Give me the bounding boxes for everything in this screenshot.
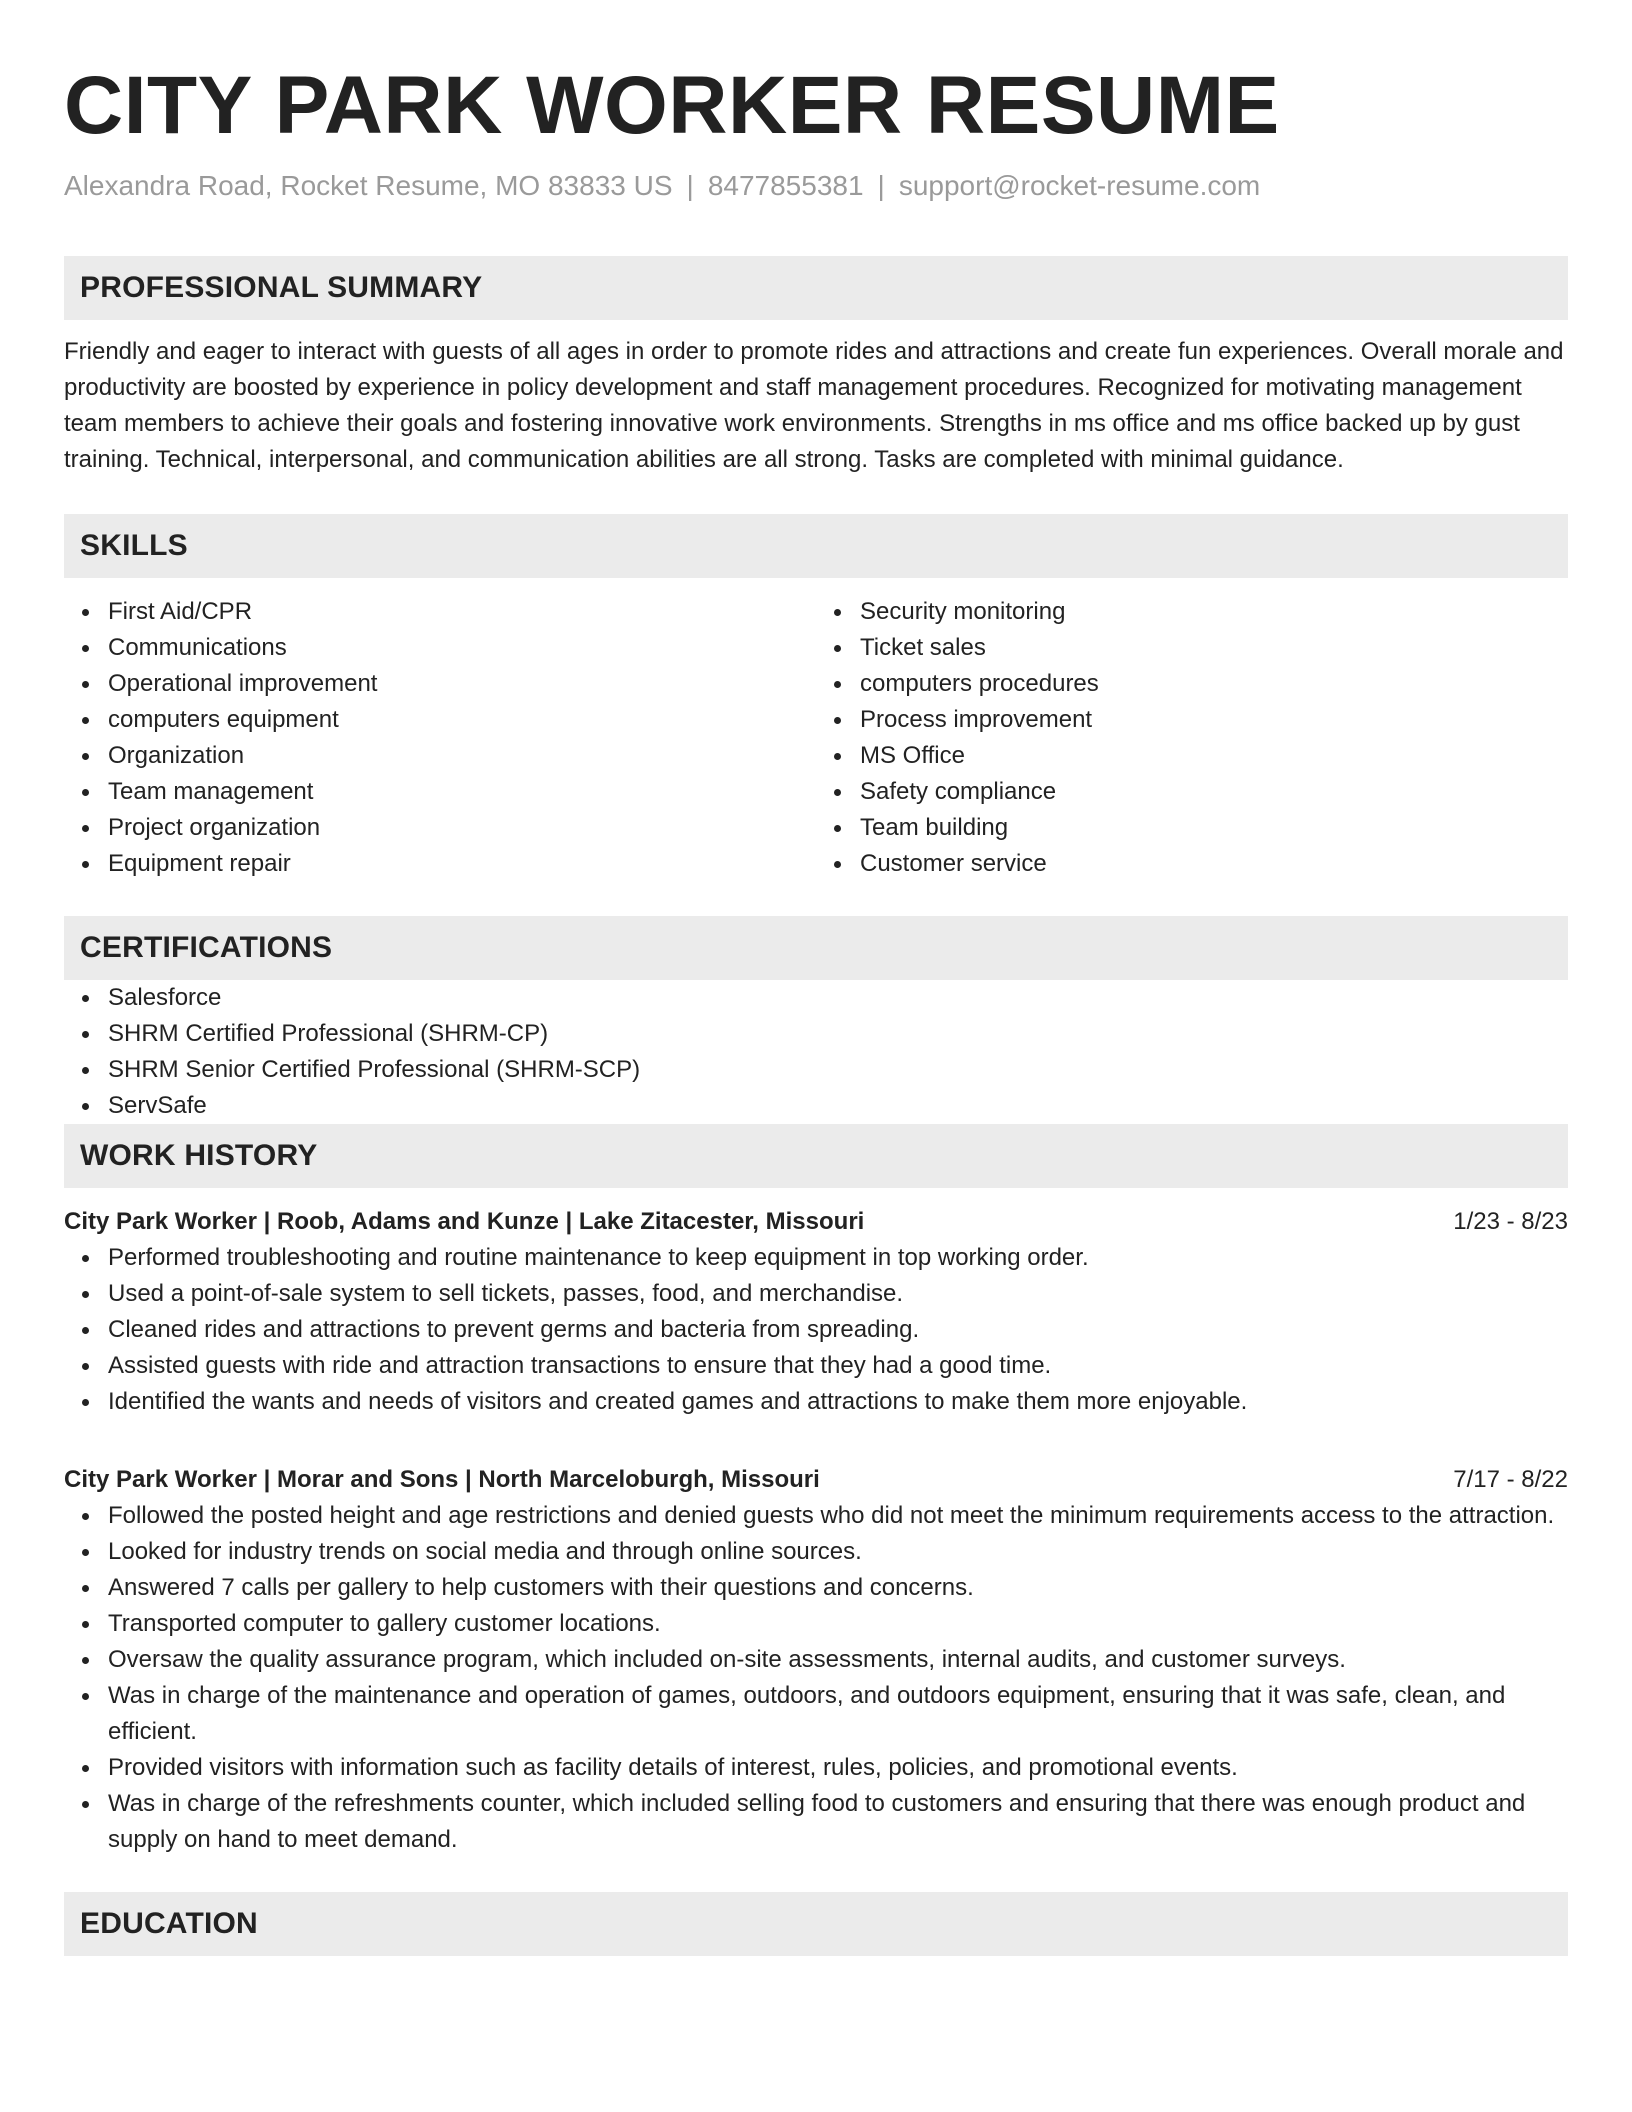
contact-phone: 8477855381 xyxy=(707,170,864,201)
job-duty-item: Cleaned rides and attractions to prevent germs and bacteria from spreading. xyxy=(108,1312,1568,1348)
skill-item: First Aid/CPR xyxy=(108,594,816,630)
certification-item: Salesforce xyxy=(108,980,1568,1016)
certifications-list xyxy=(64,980,1568,1124)
job-dates: 1/23 - 8/23 xyxy=(1453,1208,1568,1235)
job-duty-item: Looked for industry trends on social media and through online sources. xyxy=(108,1534,1568,1570)
skills-list-right xyxy=(816,594,1568,882)
skill-item: Team building xyxy=(860,810,1568,846)
job-duty-item: Oversaw the quality assurance program, which included on-site assessments, internal audits, and customer surveys. xyxy=(108,1642,1568,1678)
job-duty-item: Performed troubleshooting and routine maintenance to keep equipment in top working order. xyxy=(108,1240,1568,1276)
job-duty-item: Was in charge of the refreshments counter, which included selling food to customers and ensuring that there was enough product and supply on hand to meet demand. xyxy=(108,1786,1568,1858)
job-dates: 7/17 - 8/22 xyxy=(1453,1466,1568,1493)
section-header-work-history: WORK HISTORY xyxy=(64,1124,1568,1188)
job-duty-item: Answered 7 calls per gallery to help customers with their questions and concerns. xyxy=(108,1570,1568,1606)
summary-text: Friendly and eager to interact with guests of all ages in order to promote rides and attractions and create fun experiences. Overall morale and productivity are boosted by experience in policy development and staff management procedures. Recognized for motivating management team members to achieve their goals and fostering innovative work environments. Strengths in ms office and ms office backed up by gust training. Technical, interpersonal, and communication abilities are all strong. Tasks are completed with minimal guidance. xyxy=(64,338,1564,473)
job-duty-item: Followed the posted height and age restrictions and denied guests who did not meet the minimum requirements access to the attraction. xyxy=(108,1498,1568,1534)
job-title: City Park Worker | Roob, Adams and Kunze | Lake Zitacester, Missouri xyxy=(64,1208,865,1235)
job-duty-item: Identified the wants and needs of visitors and created games and attractions to make them more enjoyable. xyxy=(108,1384,1568,1420)
skill-item: Customer service xyxy=(860,846,1568,882)
certification-item: SHRM Certified Professional (SHRM-CP) xyxy=(108,1016,1568,1052)
skills-list-left xyxy=(64,594,816,882)
skill-item: Project organization xyxy=(108,810,816,846)
job-duty-item: Transported computer to gallery customer locations. xyxy=(108,1606,1568,1642)
job-heading xyxy=(64,1204,1568,1240)
section-header-education: EDUCATION xyxy=(64,1892,1568,1956)
skill-item: computers equipment xyxy=(108,702,816,738)
certification-item: SHRM Senior Certified Professional (SHRM-SCP) xyxy=(108,1052,1568,1088)
job-duty-item: Assisted guests with ride and attraction transactions to ensure that they had a good time. xyxy=(108,1348,1568,1384)
section-header-summary: PROFESSIONAL SUMMARY xyxy=(64,256,1568,320)
skills-columns xyxy=(64,594,1568,882)
contact-address: Alexandra Road, Rocket Resume, MO 83833 US xyxy=(64,170,673,201)
section-header-skills: SKILLS xyxy=(64,514,1568,578)
skill-item: Security monitoring xyxy=(860,594,1568,630)
page-title: CITY PARK WORKER RESUME xyxy=(64,60,1280,151)
skill-item: Organization xyxy=(108,738,816,774)
job-heading xyxy=(64,1462,1568,1498)
certification-item: ServSafe xyxy=(108,1088,1568,1124)
contact-separator: | xyxy=(877,170,885,201)
job-duties-list xyxy=(64,1240,1568,1420)
skill-item: Equipment repair xyxy=(108,846,816,882)
section-header-certifications: CERTIFICATIONS xyxy=(64,916,1568,980)
job-duty-item: Was in charge of the maintenance and operation of games, outdoors, and outdoors equipment, ensuring that it was safe, clean, and efficient. xyxy=(108,1678,1568,1750)
job-duty-item: Used a point-of-sale system to sell tickets, passes, food, and merchandise. xyxy=(108,1276,1568,1312)
contact-separator: | xyxy=(686,170,694,201)
skill-item: Process improvement xyxy=(860,702,1568,738)
skill-item: Team management xyxy=(108,774,816,810)
skill-item: Operational improvement xyxy=(108,666,816,702)
skill-item: computers procedures xyxy=(860,666,1568,702)
job-duties-list xyxy=(64,1498,1568,1858)
contact-email: support@rocket-resume.com xyxy=(898,170,1261,201)
contact-line xyxy=(64,168,1568,204)
resume-page xyxy=(64,0,1568,1956)
skill-item: MS Office xyxy=(860,738,1568,774)
skill-item: Ticket sales xyxy=(860,630,1568,666)
job-duty-item: Provided visitors with information such as facility details of interest, rules, policies, and promotional events. xyxy=(108,1750,1568,1786)
skill-item: Safety compliance xyxy=(860,774,1568,810)
job-title: City Park Worker | Morar and Sons | North Marceloburgh, Missouri xyxy=(64,1466,820,1493)
skill-item: Communications xyxy=(108,630,816,666)
